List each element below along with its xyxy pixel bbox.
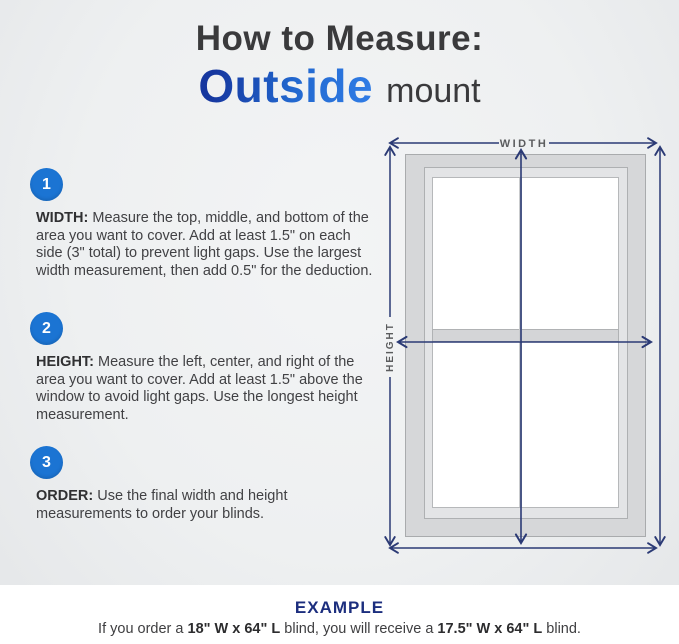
- title-mount: mount: [386, 71, 481, 110]
- step-width-text: [36, 210, 376, 280]
- width-arrow-label: WIDTH: [499, 138, 549, 150]
- step-height: [30, 312, 376, 424]
- step-width: [30, 168, 376, 280]
- example-ordered-size: 18" W x 64" L: [187, 621, 281, 637]
- example-suffix: blind.: [542, 621, 581, 637]
- step-height-label: HEIGHT:: [36, 354, 94, 370]
- step-number-badge: 3: [30, 446, 63, 479]
- window-middle-rail: [433, 330, 619, 342]
- step-height-text: [36, 354, 376, 424]
- height-arrow-label: HEIGHT: [385, 322, 396, 372]
- step-order-body: Use the final width and height measurements to order your blinds.: [36, 488, 288, 522]
- example-received-size: 17.5" W x 64" L: [437, 621, 543, 637]
- example-title: EXAMPLE: [294, 598, 385, 617]
- title-outside-highlight: Outside: [198, 59, 374, 112]
- step-order-label: ORDER:: [36, 488, 94, 504]
- window-frame: [406, 155, 646, 537]
- step-order: [30, 446, 376, 523]
- step-number-badge: 2: [30, 312, 63, 345]
- step-width-label: WIDTH:: [36, 210, 89, 226]
- title-line2: [0, 59, 679, 113]
- window-measure-diagram: [375, 125, 675, 560]
- example-middle: blind, you will receive a: [280, 621, 438, 637]
- title-line1: How to Measure:: [195, 19, 484, 58]
- step-height-body: Measure the left, center, and right of the area you want to cover. Add at least 1.5" above the window to avoid light gaps. Use the longest height measurement.: [36, 354, 363, 423]
- header: [0, 20, 679, 113]
- example-prefix: If you order a: [98, 621, 188, 637]
- step-width-body: Measure the top, middle, and bottom of the area you want to cover. Add at least 1.5" on each side (3" total) to prevent light gaps. Use the largest width measurement, then add 0.5" for the deduction.: [36, 210, 373, 279]
- example-section: [0, 585, 679, 644]
- example-sentence: [0, 621, 679, 637]
- step-number-badge: 1: [30, 168, 63, 201]
- step-order-text: [36, 488, 376, 523]
